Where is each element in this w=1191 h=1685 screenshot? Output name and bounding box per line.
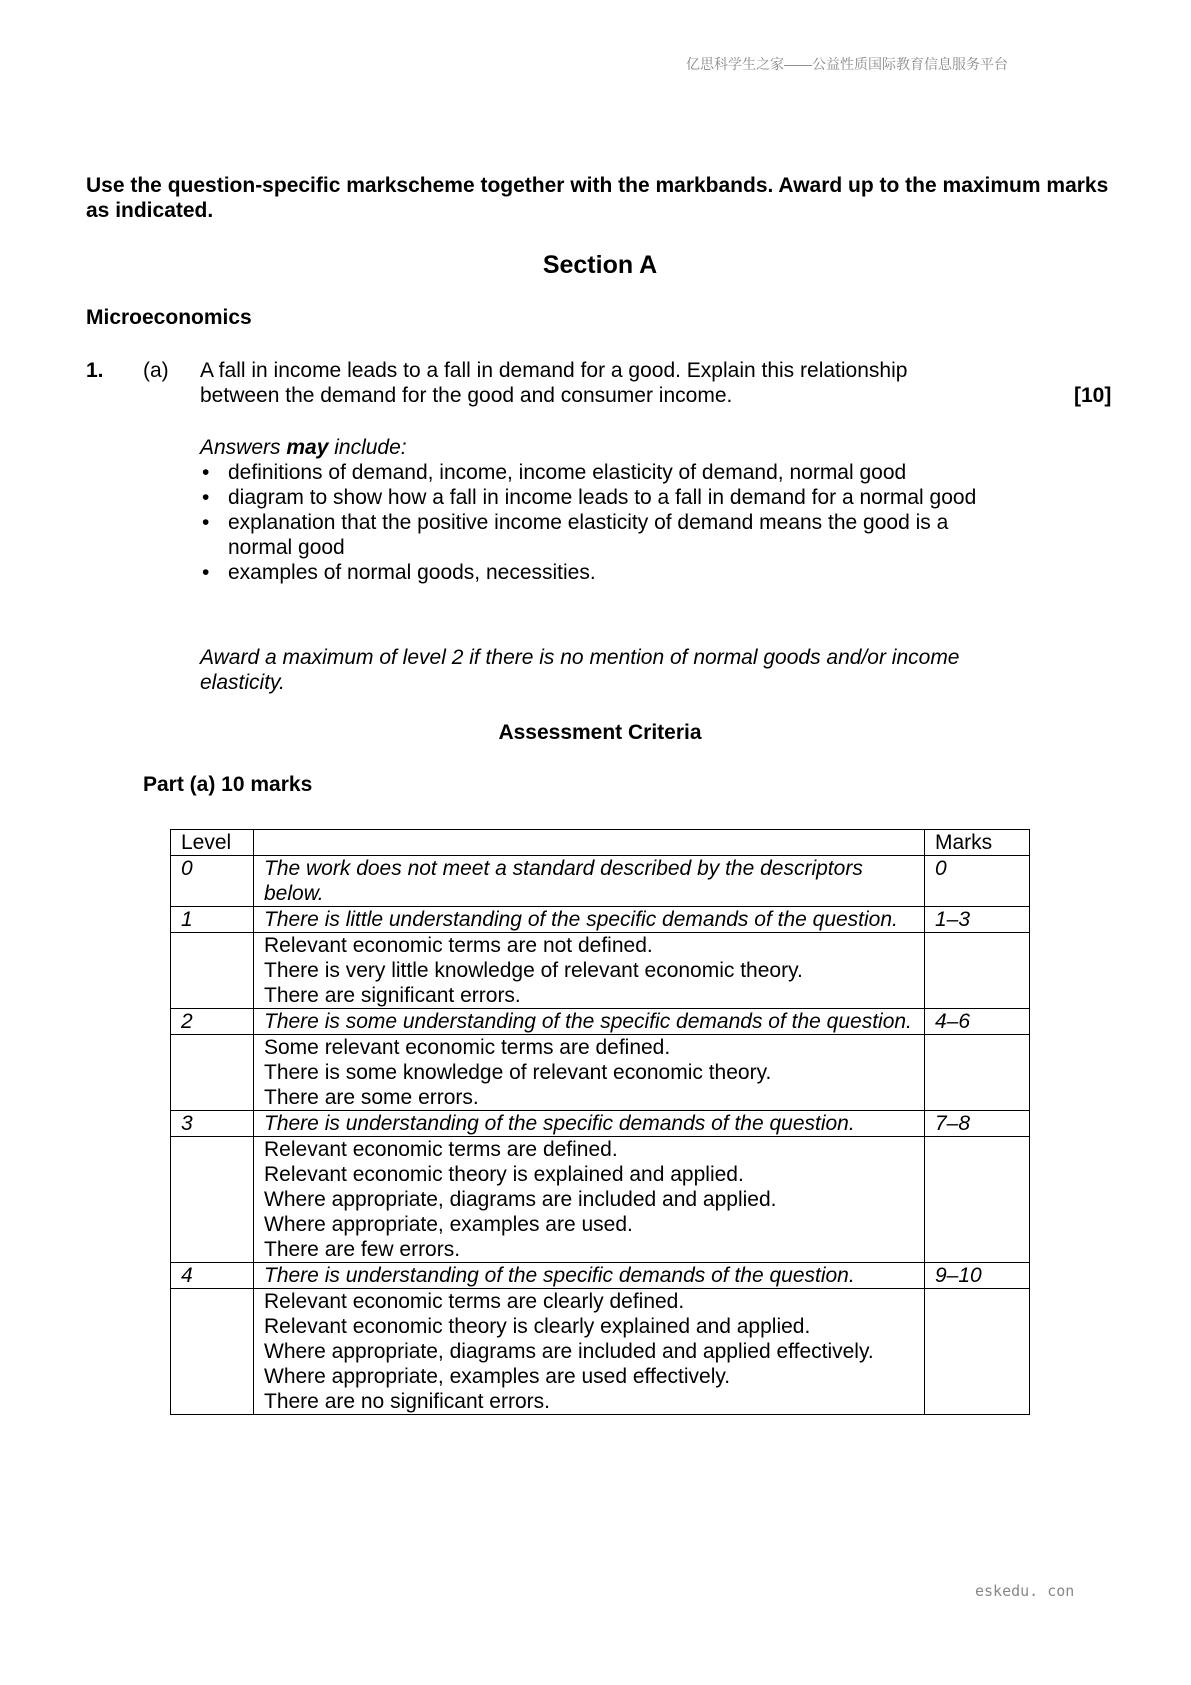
table-row	[171, 1009, 1030, 1035]
header-level: Level	[171, 830, 254, 856]
empty-cell	[925, 933, 1030, 1009]
marks-cell: 1–3	[925, 907, 1030, 933]
detail-line: There are some errors.	[264, 1086, 479, 1109]
list-item	[200, 485, 990, 510]
detail-line: Where appropriate, examples are used.	[264, 1213, 633, 1236]
question-number: 1.	[86, 359, 104, 382]
empty-cell	[171, 1137, 254, 1263]
marking-note: Award a maximum of level 2 if there is no mention of normal goods and/or income elasticity.	[200, 646, 960, 694]
answers-lead-post: include:	[328, 436, 407, 459]
bullet-icon: •	[202, 461, 210, 484]
detail-line: Relevant economic terms are clearly defined.	[264, 1290, 685, 1313]
table-row-detail	[171, 1137, 1030, 1263]
level-desc: The work does not meet a standard described by the descriptors below.	[254, 856, 925, 907]
list-item-text: explanation that the positive income elasticity of demand means the good is a normal good	[228, 511, 949, 559]
header-desc	[254, 830, 925, 856]
detail-line: Some relevant economic terms are defined.	[264, 1036, 671, 1059]
list-item-text: diagram to show how a fall in income leads to a fall in demand for a normal good	[228, 486, 977, 509]
empty-cell	[171, 933, 254, 1009]
list-item-text: definitions of demand, income, income elasticity of demand, normal good	[228, 461, 907, 484]
level-details	[254, 1137, 925, 1263]
answers-lead-bold: may	[286, 436, 329, 459]
level-cell: 2	[171, 1009, 254, 1035]
empty-cell	[925, 1035, 1030, 1111]
level-desc: There is understanding of the specific demands of the question.	[254, 1111, 925, 1137]
empty-cell	[171, 1289, 254, 1415]
question-part: (a)	[143, 359, 169, 382]
watermark-top: 亿思科学生之家——公益性质国际教育信息服务平台	[686, 56, 1008, 72]
answers-block	[200, 435, 990, 585]
detail-line: There are few errors.	[264, 1238, 461, 1261]
table-row-detail	[171, 1035, 1030, 1111]
question-text: A fall in income leads to a fall in demand for a good. Explain this relationship between the demand for the good and consumer income.	[200, 359, 908, 407]
table-row	[171, 907, 1030, 933]
detail-line: There are no significant errors.	[264, 1390, 550, 1413]
bullet-icon: •	[202, 561, 210, 584]
bullet-icon: •	[202, 511, 210, 534]
detail-line: Relevant economic theory is explained and applied.	[264, 1163, 744, 1186]
detail-line: Relevant economic terms are not defined.	[264, 934, 653, 957]
answers-list	[200, 460, 990, 585]
level-cell: 3	[171, 1111, 254, 1137]
watermark-bottom: eskedu. con	[975, 1582, 1075, 1600]
level-cell: 0	[171, 856, 254, 907]
marks-cell: 7–8	[925, 1111, 1030, 1137]
question-marks: [10]	[1074, 384, 1112, 407]
marks-cell: 0	[925, 856, 1030, 907]
bullet-icon: •	[202, 486, 210, 509]
part-heading: Part (a) 10 marks	[143, 773, 313, 796]
table-row	[171, 856, 1030, 907]
table-row-detail	[171, 1289, 1030, 1415]
list-item	[200, 510, 990, 560]
detail-line: There are significant errors.	[264, 984, 521, 1007]
detail-line: Where appropriate, examples are used effectively.	[264, 1365, 731, 1388]
table-header-row	[171, 830, 1030, 856]
detail-line: Relevant economic terms are defined.	[264, 1138, 618, 1161]
detail-line: Relevant economic theory is clearly explained and applied.	[264, 1315, 811, 1338]
answers-lead-pre: Answers	[200, 436, 287, 459]
level-details	[254, 1289, 925, 1415]
marks-cell: 4–6	[925, 1009, 1030, 1035]
topic-heading: Microeconomics	[86, 306, 252, 329]
detail-line: Where appropriate, diagrams are included and applied.	[264, 1188, 777, 1211]
list-item-text: examples of normal goods, necessities.	[228, 561, 596, 584]
table-row-detail	[171, 933, 1030, 1009]
marks-cell: 9–10	[925, 1263, 1030, 1289]
level-desc: There is understanding of the specific demands of the question.	[254, 1263, 925, 1289]
detail-line: Where appropriate, diagrams are included and applied effectively.	[264, 1340, 874, 1363]
table-row	[171, 1263, 1030, 1289]
level-desc: There is some understanding of the specific demands of the question.	[254, 1009, 925, 1035]
criteria-title: Assessment Criteria	[498, 721, 702, 744]
level-details	[254, 933, 925, 1009]
assessment-table	[170, 829, 1030, 1415]
table-row	[171, 1111, 1030, 1137]
list-item	[200, 560, 990, 585]
detail-line: There is some knowledge of relevant economic theory.	[264, 1061, 772, 1084]
intro-instructions: Use the question-specific markscheme together with the markbands. Award up to the maximum marks as indicated.	[86, 174, 1109, 222]
level-cell: 4	[171, 1263, 254, 1289]
detail-line: There is very little knowledge of relevant economic theory.	[264, 959, 803, 982]
empty-cell	[925, 1137, 1030, 1263]
level-details	[254, 1035, 925, 1111]
level-cell: 1	[171, 907, 254, 933]
empty-cell	[925, 1289, 1030, 1415]
level-desc: There is little understanding of the specific demands of the question.	[254, 907, 925, 933]
list-item	[200, 460, 990, 485]
empty-cell	[171, 1035, 254, 1111]
header-marks: Marks	[925, 830, 1030, 856]
answers-lead	[200, 435, 990, 460]
section-title: Section A	[542, 251, 658, 279]
